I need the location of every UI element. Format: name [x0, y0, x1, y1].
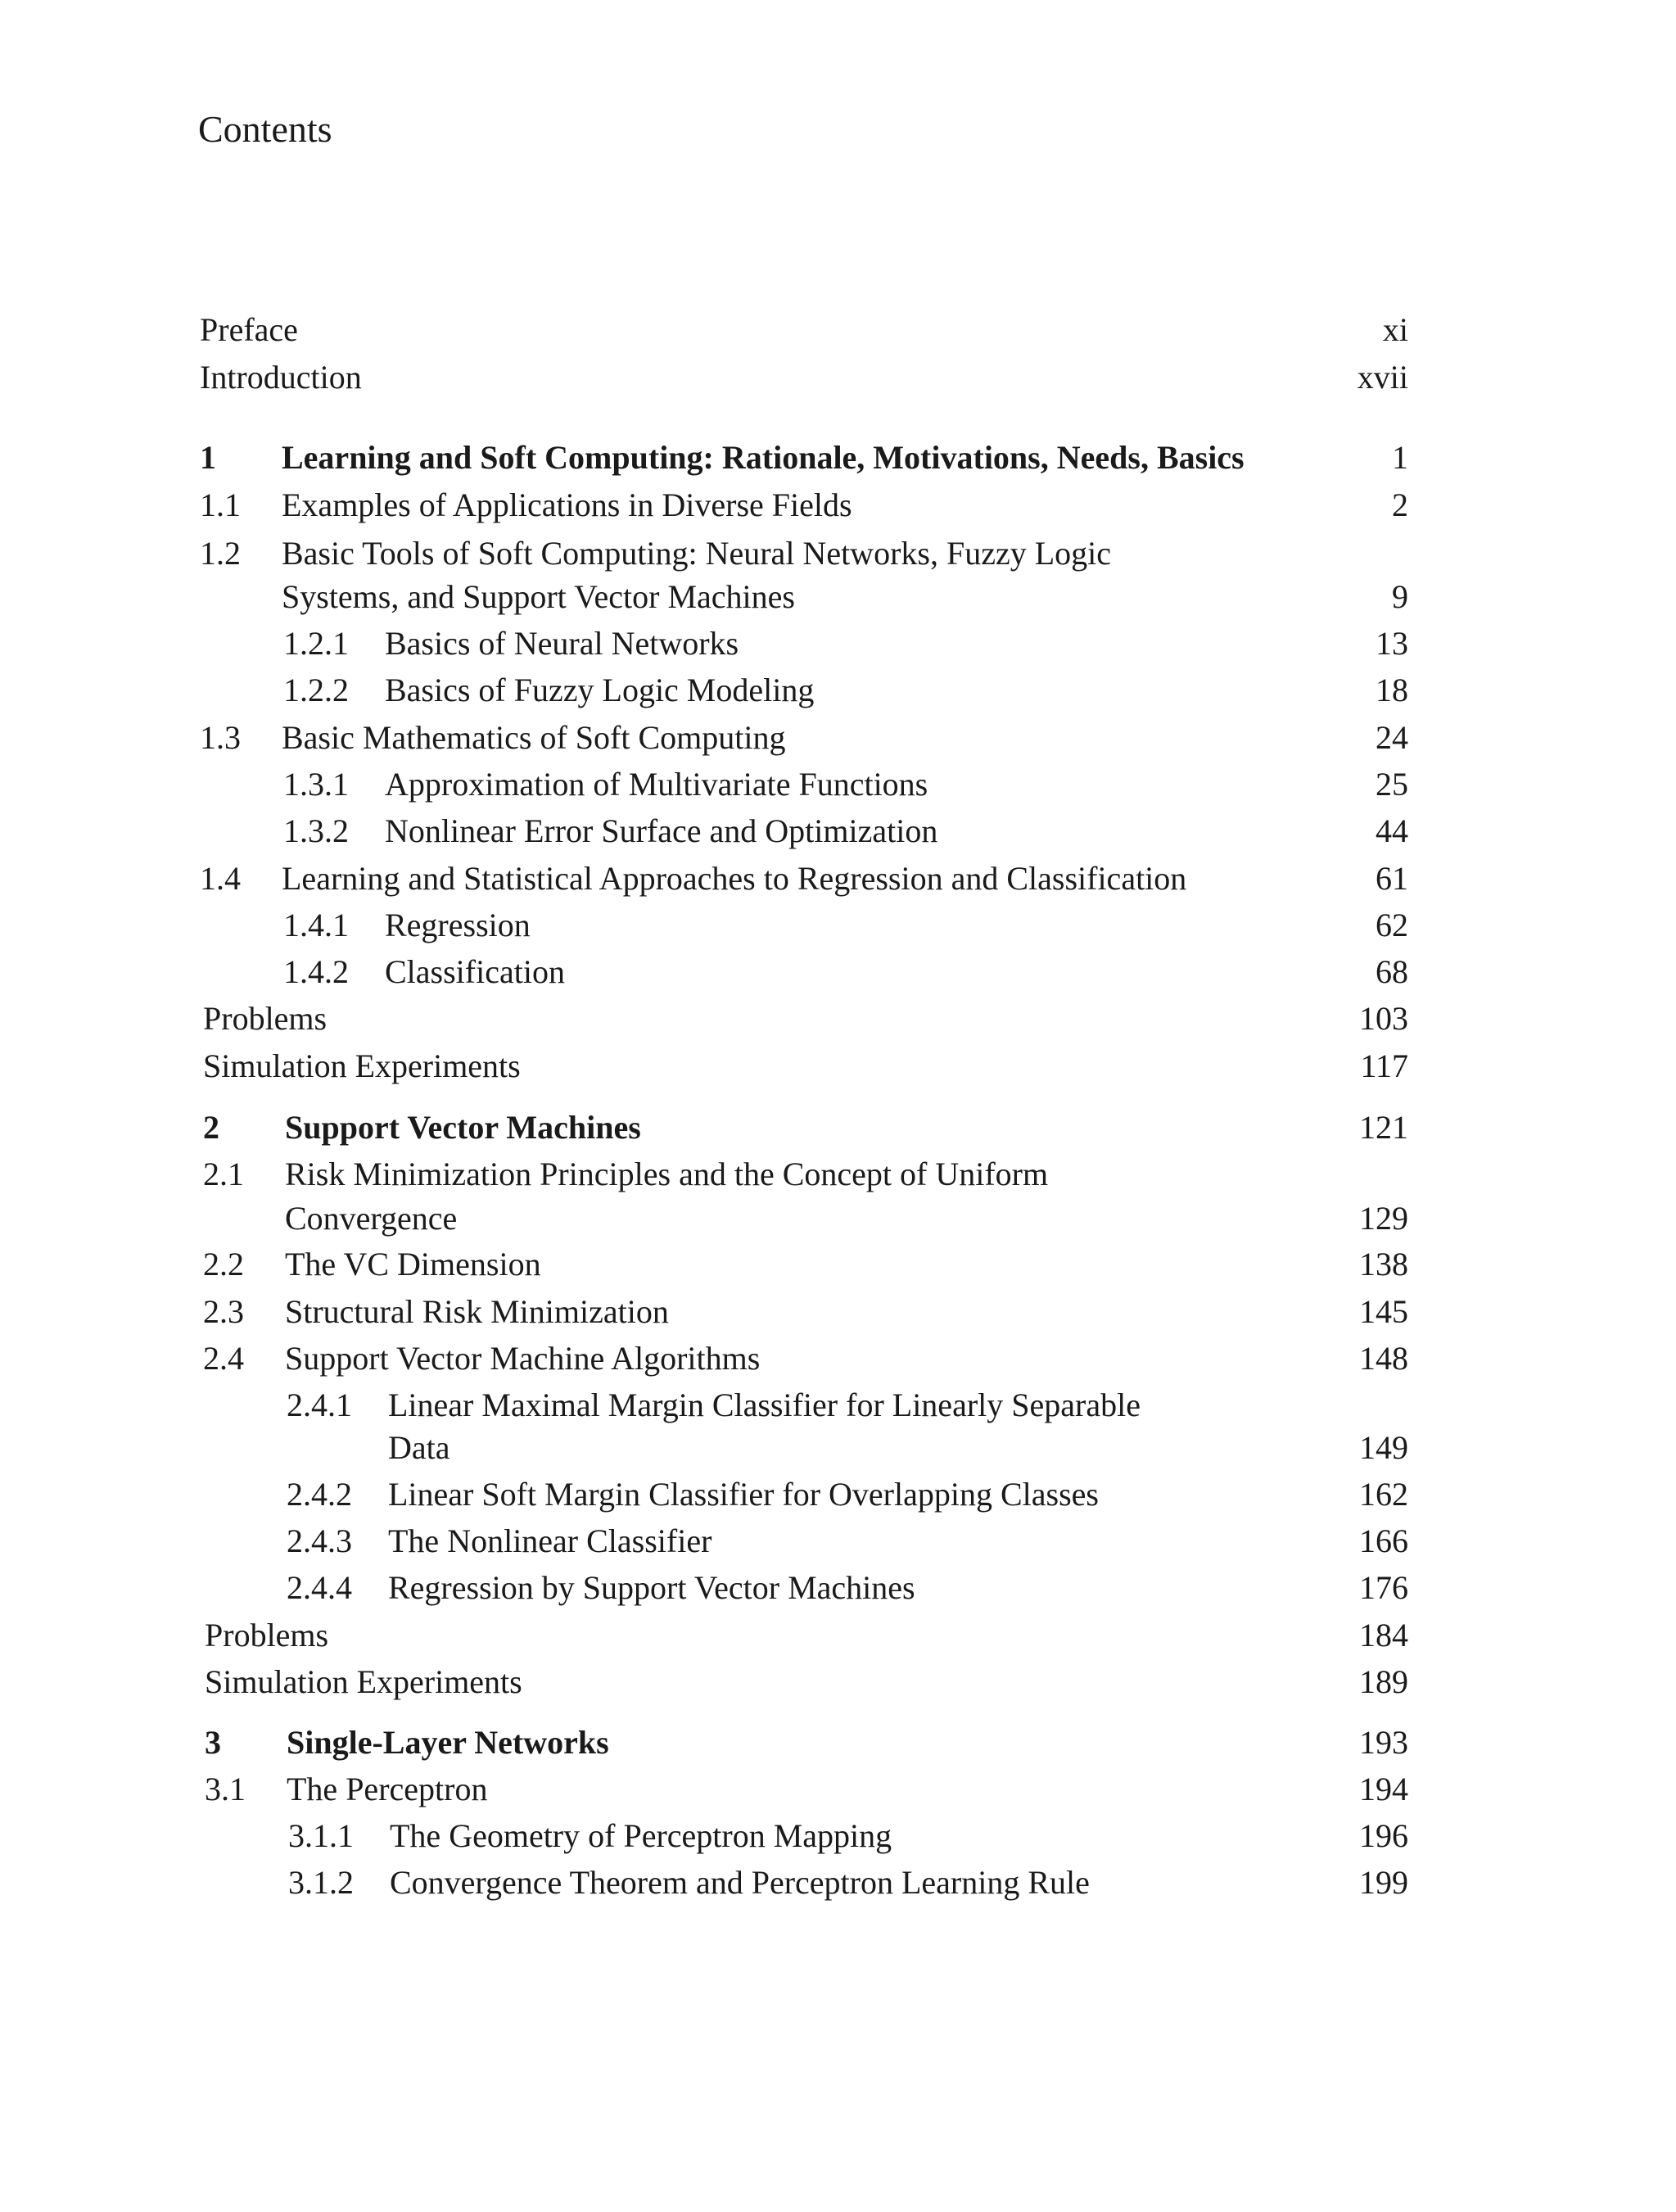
toc-subsection-title: The Geometry of Perceptron Mapping	[390, 1817, 892, 1854]
toc-subsection-page: 199	[1359, 1864, 1408, 1901]
toc-subsection-title: Regression	[385, 907, 531, 943]
toc-section-2-1[interactable]	[203, 1151, 1408, 1197]
toc-subsection-page: 176	[1359, 1569, 1408, 1606]
toc-section-page: 2	[1392, 486, 1408, 523]
toc-entry-title: Problems	[205, 1617, 329, 1653]
toc-subsection-page: 162	[1359, 1476, 1408, 1513]
toc-entry-page: 117	[1360, 1047, 1408, 1084]
toc-subsection-title: Basics of Neural Networks	[385, 625, 739, 662]
toc-section-page: 9	[1392, 578, 1408, 615]
toc-section-number: 2.2	[203, 1246, 244, 1282]
toc-subsection-1-2-1[interactable]	[283, 621, 1408, 667]
toc-subsection-title: Nonlinear Error Surface and Optimization	[385, 812, 938, 849]
toc-chapter-number: 1	[200, 439, 216, 476]
toc-subsection-number: 1.2.1	[283, 625, 349, 662]
toc-section-number: 2.3	[203, 1293, 244, 1330]
toc-entry-title: Simulation Experiments	[203, 1047, 521, 1084]
toc-subsection-1-4-1[interactable]	[283, 902, 1408, 948]
toc-subsection-page: 149	[1359, 1429, 1408, 1466]
toc-subsection-number: 2.4.2	[287, 1476, 352, 1513]
toc-subsection-number: 1.4.1	[283, 907, 349, 943]
toc-section-title: Risk Minimization Principles and the Concept of Uniform	[285, 1156, 1049, 1192]
toc-subsection-title: Classification	[385, 953, 565, 990]
toc-subsection-1-4-2[interactable]	[283, 949, 1408, 995]
toc-section-1-3[interactable]	[200, 715, 1408, 761]
toc-chapter-title: Learning and Soft Computing: Rationale, Motivations, Needs, Basics	[282, 439, 1245, 476]
toc-section-page: 138	[1359, 1246, 1408, 1282]
toc-subsection-title: Basics of Fuzzy Logic Modeling	[385, 672, 815, 708]
toc-subsection-2-4-4[interactable]	[287, 1565, 1408, 1611]
toc-subsection-2-4-1[interactable]	[287, 1382, 1408, 1428]
toc-subsection-page: 68	[1376, 953, 1408, 990]
toc-subsection-number: 3.1.2	[288, 1864, 354, 1901]
toc-subsection-2-4-3[interactable]	[287, 1518, 1408, 1564]
toc-subsection-page: 18	[1376, 672, 1408, 708]
toc-section-number: 3.1	[205, 1771, 246, 1807]
toc-subsection-3-1-1[interactable]	[288, 1813, 1408, 1859]
toc-section-title: Support Vector Machine Algorithms	[285, 1340, 761, 1377]
toc-chapter-title: Single-Layer Networks	[287, 1724, 609, 1761]
toc-chapter-number: 3	[205, 1724, 221, 1761]
toc-section-number: 1.1	[200, 486, 241, 523]
toc-section-1-1[interactable]	[200, 482, 1408, 528]
toc-entry-title: Preface	[200, 311, 298, 348]
toc-section-title: Structural Risk Minimization	[285, 1293, 669, 1330]
toc-section-1-2[interactable]	[200, 531, 1408, 577]
toc-section-page: 145	[1359, 1293, 1408, 1330]
toc-subsection-number: 2.4.1	[287, 1386, 352, 1423]
toc-section-number: 1.2	[200, 535, 241, 572]
toc-entry-preface[interactable]	[200, 307, 1408, 353]
toc-section-title-continued: Systems, and Support Vector Machines	[282, 578, 795, 615]
toc-subsection-page: 196	[1359, 1817, 1408, 1854]
toc-chapter-page: 193	[1359, 1724, 1408, 1761]
toc-section-3-1[interactable]	[205, 1766, 1408, 1812]
toc-section-page: 129	[1359, 1200, 1408, 1237]
toc-section-number: 1.3	[200, 719, 241, 756]
toc-section-title: The Perceptron	[287, 1771, 488, 1807]
toc-section-1-2-cont[interactable]	[200, 574, 1408, 620]
toc-subsection-1-3-1[interactable]	[283, 762, 1408, 807]
toc-subsection-1-3-2[interactable]	[283, 808, 1408, 854]
toc-section-2-3[interactable]	[203, 1289, 1408, 1335]
toc-subsection-number: 2.4.3	[287, 1522, 352, 1559]
toc-entry-title: Problems	[203, 1000, 328, 1037]
toc-section-page: 194	[1359, 1771, 1408, 1807]
toc-section-title-continued: Convergence	[285, 1200, 458, 1237]
toc-entry-page: 184	[1359, 1617, 1408, 1653]
toc-subsection-number: 3.1.1	[288, 1817, 354, 1854]
toc-entry-problems[interactable]	[205, 1613, 1408, 1658]
toc-entry-simulation-experiments[interactable]	[205, 1659, 1408, 1705]
toc-subsection-number: 1.3.1	[283, 766, 349, 803]
toc-subsection-1-2-2[interactable]	[283, 667, 1408, 713]
toc-section-1-4[interactable]	[200, 856, 1408, 902]
toc-section-number: 2.4	[203, 1340, 244, 1377]
toc-subsection-page: 25	[1376, 766, 1408, 803]
toc-section-page: 148	[1359, 1340, 1408, 1377]
toc-chapter-page: 1	[1392, 439, 1408, 476]
toc-section-2-4[interactable]	[203, 1336, 1408, 1382]
toc-subsection-title: Regression by Support Vector Machines	[388, 1569, 915, 1606]
toc-entry-page: 103	[1359, 1000, 1408, 1037]
toc-subsection-title-continued: Data	[388, 1429, 450, 1466]
toc-section-title: Basic Tools of Soft Computing: Neural Networks, Fuzzy Logic	[282, 535, 1112, 572]
toc-section-number: 2.1	[203, 1156, 244, 1192]
toc-chapter-2[interactable]	[203, 1105, 1408, 1151]
toc-subsection-2-4-1-cont[interactable]	[287, 1425, 1408, 1471]
toc-subsection-title: The Nonlinear Classifier	[388, 1522, 712, 1559]
toc-subsection-title: Linear Maximal Margin Classifier for Linearly Separable	[388, 1386, 1141, 1423]
toc-section-2-2[interactable]	[203, 1242, 1408, 1287]
toc-subsection-number: 1.2.2	[283, 672, 349, 708]
toc-section-number: 1.4	[200, 860, 241, 897]
toc-section-title: The VC Dimension	[285, 1246, 541, 1282]
toc-entry-introduction[interactable]	[200, 355, 1408, 400]
toc-subsection-page: 166	[1359, 1522, 1408, 1559]
toc-chapter-page: 121	[1359, 1109, 1408, 1146]
toc-section-title: Basic Mathematics of Soft Computing	[282, 719, 786, 756]
toc-entry-page: xvii	[1357, 359, 1408, 396]
toc-section-page: 24	[1376, 719, 1408, 756]
toc-subsection-3-1-2[interactable]	[288, 1860, 1408, 1906]
toc-section-page: 61	[1376, 860, 1408, 897]
toc-entry-page: xi	[1382, 311, 1408, 348]
toc-chapter-number: 2	[203, 1109, 219, 1146]
toc-subsection-page: 62	[1376, 907, 1408, 943]
toc-chapter-title: Support Vector Machines	[285, 1109, 641, 1146]
toc-entry-title: Introduction	[200, 359, 362, 396]
toc-subsection-number: 2.4.4	[287, 1569, 352, 1606]
toc-subsection-title: Convergence Theorem and Perceptron Learning Rule	[390, 1864, 1090, 1901]
toc-chapter-1[interactable]	[200, 435, 1408, 481]
toc-subsection-title: Linear Soft Margin Classifier for Overlapping Classes	[388, 1476, 1099, 1513]
toc-entry-title: Simulation Experiments	[205, 1663, 522, 1700]
toc-subsection-title: Approximation of Multivariate Functions	[385, 766, 928, 803]
toc-subsection-2-4-2[interactable]	[287, 1472, 1408, 1518]
toc-entry-simulation-experiments[interactable]	[203, 1043, 1408, 1089]
toc-subsection-page: 13	[1376, 625, 1408, 662]
toc-chapter-3[interactable]	[205, 1720, 1408, 1766]
toc-section-title: Learning and Statistical Approaches to Regression and Classification	[282, 860, 1187, 897]
toc-section-title: Examples of Applications in Diverse Fields	[282, 486, 852, 523]
toc-subsection-number: 1.4.2	[283, 953, 349, 990]
toc-entry-page: 189	[1359, 1663, 1408, 1700]
toc-subsection-page: 44	[1376, 812, 1408, 849]
page-title: Contents	[198, 108, 332, 150]
toc-entry-problems[interactable]	[203, 996, 1408, 1042]
toc-subsection-number: 1.3.2	[283, 812, 349, 849]
toc-section-2-1-cont[interactable]	[203, 1196, 1408, 1242]
